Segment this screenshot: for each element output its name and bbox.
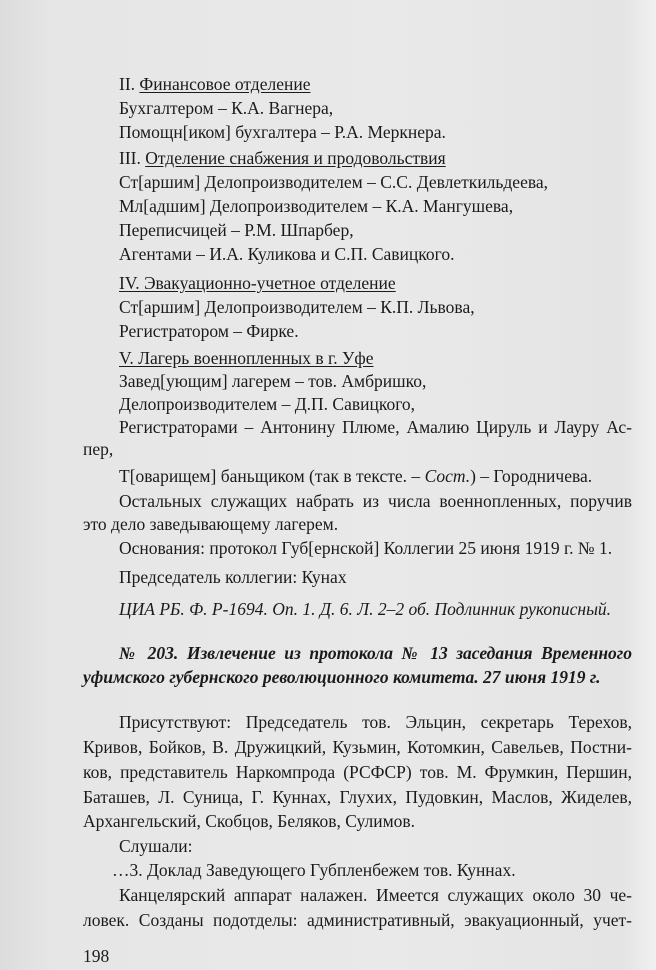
present-line: ков, представитель Наркомпрода (РСФСР) тов. М. Фрумкин, Першин,: [83, 762, 632, 782]
text: ) – Городничева.: [470, 466, 593, 486]
staff-line: Делопроизводителем – Д.П. Савицкого,: [119, 394, 416, 414]
section-numeral: II.: [119, 74, 136, 94]
present-line: Архангельский, Скобцов, Беляков, Сулимов.: [83, 811, 416, 831]
agenda-item: …3. Доклад Заведующего Губпленбежем тов. Куннах.: [112, 860, 516, 880]
document-heading-line: уфимского губернского революционного комитета. 27 июня 1919 г.: [83, 667, 601, 687]
paragraph-line: это дело заведывающему лагерем.: [83, 514, 339, 534]
text: Т[оварищем] баньщиком (так в тексте. –: [119, 466, 425, 486]
section-4-heading: [119, 272, 396, 294]
section-title: Отделение снабжения и продовольствия: [145, 148, 446, 168]
document-heading-line: № 203. Извлечение из протокола № 13 заседания Временного: [119, 643, 632, 663]
staff-line: Завед[ующим] лагерем – тов. Амбришко,: [119, 371, 427, 391]
paragraph-line: Остальных служащих набрать из числа военнопленных, поручив: [119, 491, 632, 511]
staff-line: Ст[аршим] Делопроизводителем – К.П. Львова,: [119, 297, 475, 317]
page-number: 198: [83, 946, 110, 966]
section-3-heading: [119, 147, 446, 169]
report-line: ловек. Созданы подотделы: административный, эвакуационный, учет-: [83, 910, 632, 930]
report-line: Канцелярский аппарат налажен. Имеется служащих около 30 че-: [119, 885, 632, 905]
section-title: IV. Эвакуационно-учетное отделение: [119, 273, 396, 293]
present-line: Присутствуют: Председатель тов. Эльцин, секретарь Терехов,: [119, 712, 632, 732]
section-numeral: III.: [119, 148, 141, 168]
section-2-heading: [119, 73, 310, 95]
archive-reference: ЦИА РБ. Ф. Р-1694. Оп. 1. Д. 6. Л. 2–2 об. Подлинник рукописный.: [119, 599, 612, 619]
staff-line-continuation: пер,: [83, 439, 114, 459]
staff-line: Мл[адшим] Делопроизводителем – К.А. Мангушева,: [119, 196, 514, 216]
present-line: Кривов, Бойков, В. Дружицкий, Кузьмин, Котомкин, Савельев, Постни-: [83, 737, 632, 757]
signature: Председатель коллегии: Кунах: [119, 567, 347, 587]
present-line: Баташев, Л. Суница, Г. Куннах, Глухих, Пудовкин, Маслов, Жиделев,: [83, 787, 632, 807]
basis-line: Основания: протокол Губ[ернской] Коллегии 25 июня 1919 г. № 1.: [119, 538, 613, 558]
staff-line: Переписчицей – Р.М. Шпарбер,: [119, 220, 354, 240]
staff-line: Агентами – И.А. Куликова и С.П. Савицкого.: [119, 244, 455, 264]
staff-line: Бухгалтером – К.А. Вагнера,: [119, 98, 334, 118]
section-5-heading: [119, 347, 374, 369]
staff-line: Регистратором – Фирке.: [119, 321, 299, 341]
staff-line: Ст[аршим] Делопроизводителем – С.С. Девлеткильдеева,: [119, 172, 549, 192]
staff-line: [119, 465, 592, 487]
section-title: V. Лагерь военнопленных в г. Уфе: [119, 348, 374, 368]
staff-line: Помощн[иком] бухгалтера – Р.А. Меркнера.: [119, 122, 446, 142]
heard-label: Слушали:: [119, 836, 193, 856]
staff-line: Регистраторами – Антонину Плюме, Амалию Цируль и Лауру Ас-: [119, 417, 632, 437]
section-title: Финансовое отделение: [139, 74, 311, 94]
compiler-note: Сост.: [424, 466, 471, 486]
